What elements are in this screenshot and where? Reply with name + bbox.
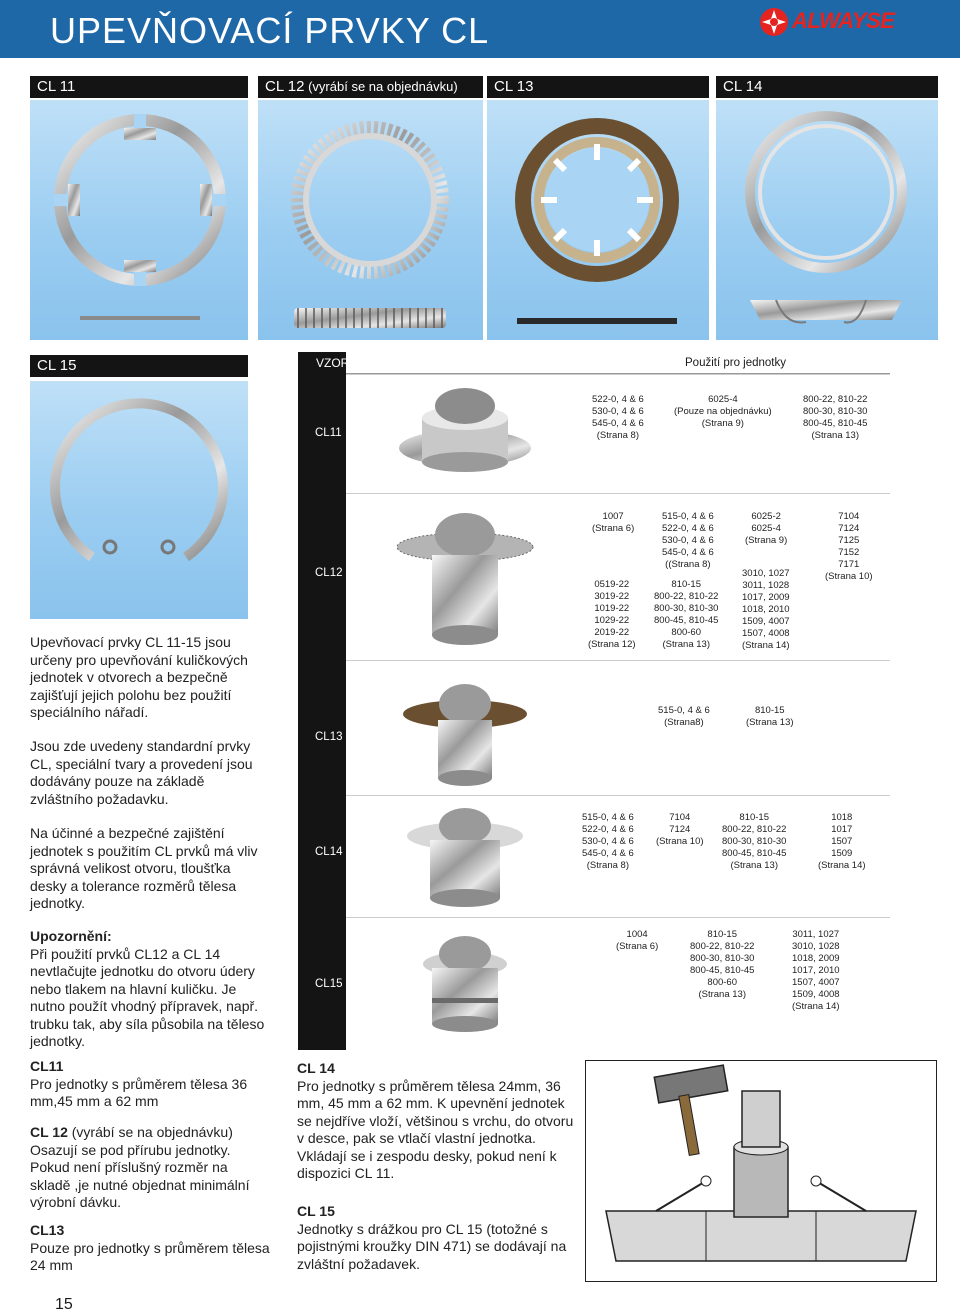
cl11-ring-drawing [30, 100, 248, 340]
cl13-image [487, 100, 709, 340]
cl14-desc-title: CL 14 [297, 1060, 335, 1076]
row-label-cl13: CL13 [315, 731, 343, 743]
hammer-install-drawing [586, 1061, 936, 1281]
cl14-description [297, 1060, 577, 1183]
cl12-desc-text: Osazují se pod přírubu jednotky. Pokud není příslušný rozměr na skladě ,je nutné objednat minimální výrobní dávku. [30, 1141, 250, 1210]
table-cell: 7104 7124 7125 7152 7171 (Strana 10) [825, 511, 873, 582]
cl13-description [30, 1222, 270, 1275]
row-divider [346, 795, 890, 796]
cl11-description [30, 1058, 270, 1111]
row-label-cl15: CL15 [315, 978, 343, 990]
cl14-label: CL 14 [723, 78, 763, 95]
table-cell: 6025-4 (Pouze na objednávku) (Strana 9) [674, 394, 772, 429]
cl13-unit-drawing [390, 668, 540, 790]
cl12-desc-note: (vyrábí se na objednávku) [67, 1124, 233, 1140]
cl12-note: (vyrábí se na objednávku) [304, 79, 458, 94]
cl11-image [30, 100, 248, 340]
cl15-desc-title: CL 15 [297, 1203, 335, 1219]
cl15-label: CL 15 [37, 357, 77, 374]
usage-header: Použití pro jednotky [685, 357, 787, 369]
table-cell: 1007 (Strana 6) [592, 511, 635, 534]
row-label-cl14: CL14 [315, 846, 343, 858]
table-cell: 1018 1017 1507 1509 (Strana 14) [818, 812, 866, 871]
table-cell: 522-0, 4 & 6 530-0, 4 & 6 545-0, 4 & 6 (Strana 8) [592, 394, 644, 441]
cl14-unit-drawing [390, 800, 540, 912]
table-cell: 810-15 (Strana 13) [746, 705, 794, 728]
warning-text: Při použití prvků CL12 a CL 14 nevtlačujte jednotku do otvoru údery nebo tlakem na hlavní kuličku. Je nutno použít vhodný přípravek, např. trubku tak, aby síla působila na těleso jednotky. [30, 945, 265, 1049]
cl15-desc-text: Jednotky s drážkou pro CL 15 (totožné s pojistnými kroužky DIN 471) se dodávají na zvláštní požadavek. [297, 1220, 567, 1272]
cl13-desc-title: CL13 [30, 1222, 65, 1238]
cl14-image [716, 100, 938, 340]
page-title: UPEVŇOVACÍ PRVKY CL [50, 10, 490, 51]
cl12-ring-drawing [258, 100, 483, 340]
table-cell: 515-0, 4 & 6 (Strana8) [658, 705, 710, 728]
logo-mark-icon [758, 6, 790, 38]
cl11-bar [30, 76, 248, 98]
table-cell: 7104 7124 (Strana 10) [656, 812, 704, 847]
cl13-label: CL 13 [494, 78, 534, 95]
cl14-ring-drawing [716, 100, 938, 340]
cl12-label: CL 12 [265, 78, 305, 95]
page-number: 15 [55, 1296, 73, 1313]
cl13-ring-drawing [487, 100, 709, 340]
table-cell: 1004 (Strana 6) [616, 929, 659, 952]
intro-paragraph: Upevňovací prvky CL 11-15 jsou určeny pro upevňování kuličkových jednotek v otvorech a bezpečně zajišťují jejich polohu bez použití speciálního nářadí. [30, 634, 248, 720]
cl12-description [30, 1124, 270, 1212]
table-cell: 3010, 1027 3011, 1028 1017, 2009 1018, 2010 1509, 4007 1507, 4008 (Strana 14) [742, 568, 790, 651]
table-header-row [298, 352, 890, 374]
cl15-description [297, 1203, 577, 1273]
cl15-image [30, 381, 248, 619]
cl14-desc-text: Pro jednotky s průměrem tělesa 24mm, 36 mm, 45 mm a 62 mm. K upevnění jednotek se nejdříve vloží, většinou s vrchu, do otvoru v desce, pak se vtlačí vlastní jednotka. Vkládají se i zespodu desky, pokud není k dispozici CL 11. [297, 1077, 574, 1181]
cl12-desc-title: CL 12 [30, 1124, 68, 1140]
cl14-bar [716, 76, 938, 98]
row-label-cl12: CL12 [315, 567, 343, 579]
cl11-label: CL 11 [37, 78, 76, 95]
cl12-unit-drawing [390, 505, 540, 653]
vzor-column [298, 352, 346, 1050]
cl12-bar [258, 76, 483, 98]
vzor-header: VZOR [316, 356, 350, 370]
logo-text: ALWAYSE [792, 8, 895, 33]
table-cell: 515-0, 4 & 6 522-0, 4 & 6 530-0, 4 & 6 545-0, 4 & 6 ((Strana 8) [662, 511, 714, 570]
table-cell: 515-0, 4 & 6 522-0, 4 & 6 530-0, 4 & 6 545-0, 4 & 6 (Strana 8) [582, 812, 634, 871]
table-cell: 800-22, 810-22 800-30, 810-30 800-45, 810-45 (Strana 13) [803, 394, 868, 441]
table-cell: 810-15 800-22, 810-22 800-30, 810-30 800-45, 810-45 800-60 (Strana 13) [690, 929, 755, 1000]
cl15-bar [30, 355, 248, 377]
row-divider [346, 660, 890, 661]
installation-illustration [585, 1060, 937, 1282]
standard-paragraph: Jsou zde uvedeny standardní prvky CL, speciální tvary a provedení jsou dodávány pouze na základě zvláštního požadavku. [30, 738, 253, 807]
tolerance-paragraph: Na účinné a bezpečné zajištění jednotek s použitím CL prvků má vliv správná velikost otvoru, tloušťka desky a tolerance rozměrů tělesa jednotky. [30, 825, 258, 911]
table-cell: 810-15 800-22, 810-22 800-30, 810-30 800-45, 810-45 (Strana 13) [722, 812, 787, 871]
cl11-desc-text: Pro jednotky s průměrem tělesa 36 mm,45 mm a 62 mm [30, 1075, 248, 1109]
warning-title: Upozornění: [30, 928, 112, 944]
cl13-desc-text: Pouze pro jednotky s průměrem tělesa 24 mm [30, 1239, 270, 1273]
cl11-desc-title: CL11 [30, 1058, 64, 1074]
warning-block [30, 928, 270, 1051]
cl11-unit-drawing [390, 378, 540, 490]
cl15-unit-drawing [390, 922, 540, 1042]
page-header [0, 0, 960, 58]
table-cell: 810-15 800-22, 810-22 800-30, 810-30 800-45, 810-45 800-60 (Strana 13) [654, 579, 719, 650]
alwayse-logo [750, 4, 920, 40]
cl13-bar [487, 76, 709, 98]
cl15-circlip-drawing [30, 381, 248, 619]
table-cell: 3011, 1027 3010, 1028 1018, 2009 1017, 2010 1507, 4007 1509, 4008 (Strana 14) [792, 929, 840, 1012]
row-divider [346, 493, 890, 494]
cl12-image [258, 100, 483, 340]
table-cell: 6025-2 6025-4 (Strana 9) [745, 511, 788, 546]
row-divider [346, 917, 890, 918]
row-label-cl11: CL11 [315, 427, 342, 439]
table-cell: 0519-22 3019-22 1019-22 1029-22 2019-22 (Strana 12) [588, 579, 636, 650]
row-divider [346, 374, 890, 375]
